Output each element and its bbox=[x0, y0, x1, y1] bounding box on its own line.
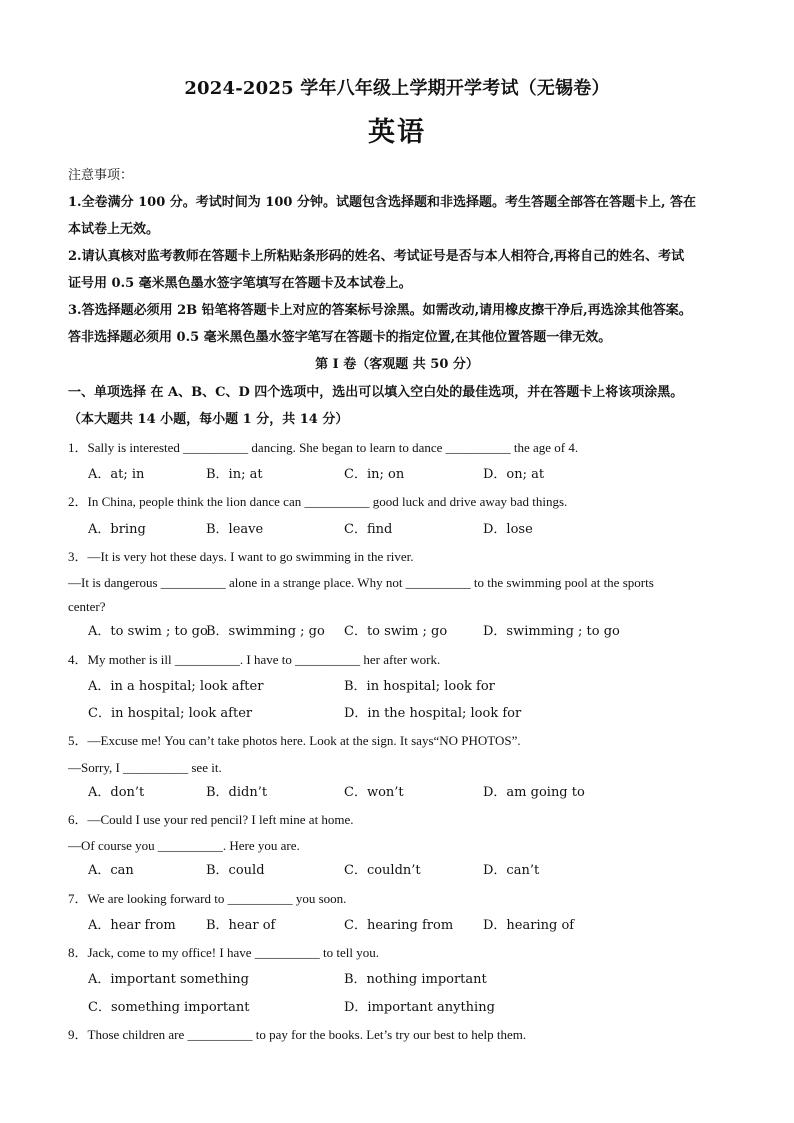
question-6-option-d[interactable]: D．can’t bbox=[483, 863, 540, 878]
question-9-stem: 9．Those children are __________ to pay for the books. Let’s try our best to help them. bbox=[68, 1027, 527, 1042]
question-1-stem: 1．Sally is interested __________ dancing. She began to learn to dance __________ the age of 4. bbox=[68, 440, 579, 455]
section-instruction: 一、单项选择 在 A、B、C、D 四个选项中，选出可以填入空白处的最佳选项，并在答题卡上将该项涂黑。 bbox=[68, 385, 684, 400]
question-8-option-d[interactable]: D．important anything bbox=[344, 1000, 495, 1015]
question-6-option-a[interactable]: A．can bbox=[88, 863, 134, 878]
question-4-option-b[interactable]: B．in hospital; look for bbox=[344, 679, 495, 694]
question-5-stem-2: —Sorry, I __________ see it. bbox=[68, 760, 222, 775]
question-2-option-d[interactable]: D．lose bbox=[483, 522, 533, 537]
question-6-option-c[interactable]: C．couldn’t bbox=[344, 863, 421, 878]
question-4-stem: 4．My mother is ill __________. I have to __________ her after work. bbox=[68, 652, 441, 667]
question-6-stem: 6．—Could I use your red pencil? I left mine at home. bbox=[68, 812, 354, 827]
question-7-option-d[interactable]: D．hearing of bbox=[483, 918, 575, 933]
question-8-option-c[interactable]: C．something important bbox=[88, 1000, 250, 1015]
question-3-stem-3: center? bbox=[68, 599, 106, 614]
question-6-stem-2: —Of course you __________. Here you are. bbox=[68, 838, 300, 853]
question-3-stem: 3．—It is very hot these days. I want to go swimming in the river. bbox=[68, 549, 414, 564]
question-6-option-b[interactable]: B．could bbox=[206, 863, 265, 878]
question-1-option-a[interactable]: A．at; in bbox=[88, 467, 145, 482]
note-line-2: 本试卷上无效。 bbox=[68, 222, 160, 237]
question-4-option-c[interactable]: C．in hospital; look after bbox=[88, 706, 253, 721]
section-instruction-count: （本大题共 14 小题，每小题 1 分，共 14 分） bbox=[68, 412, 349, 427]
question-1-option-d[interactable]: D．on; at bbox=[483, 467, 545, 482]
subject-title: 英语 bbox=[368, 117, 426, 148]
question-1-option-c[interactable]: C．in; on bbox=[344, 467, 405, 482]
question-7-option-c[interactable]: C．hearing from bbox=[344, 918, 454, 933]
note-line-5: 3.答选择题必须用 2B 铅笔将答题卡上对应的答案标号涂黑。如需改动,请用橡皮擦干净后,再选涂其他答案。 bbox=[68, 303, 692, 318]
question-2-option-b[interactable]: B．leave bbox=[206, 522, 264, 537]
question-3-stem-2: —It is dangerous __________ alone in a strange place. Why not __________ to the swimming pool at the sports bbox=[68, 575, 654, 590]
question-7-option-b[interactable]: B．hear of bbox=[206, 918, 276, 933]
question-4-option-d[interactable]: D．in the hospital; look for bbox=[344, 706, 522, 721]
question-5-option-d[interactable]: D．am going to bbox=[483, 785, 585, 800]
question-8-option-b[interactable]: B．nothing important bbox=[344, 972, 487, 987]
question-8-option-a[interactable]: A．important something bbox=[88, 972, 249, 987]
question-3-option-c[interactable]: C．to swim ; go bbox=[344, 624, 448, 639]
note-line-1: 1.全卷满分 100 分。考试时间为 100 分钟。试题包含选择题和非选择题。考生答题全部答在答题卡上, 答在 bbox=[68, 195, 696, 210]
question-5-option-b[interactable]: B．didn’t bbox=[206, 785, 268, 800]
volume-heading: 第 I 卷（客观题 共 50 分） bbox=[315, 357, 479, 372]
question-2-option-c[interactable]: C．find bbox=[344, 522, 393, 537]
question-7-stem: 7．We are looking forward to __________ you soon. bbox=[68, 891, 347, 906]
notes-heading: 注意事项： bbox=[68, 168, 134, 183]
question-2-option-a[interactable]: A．bring bbox=[88, 522, 146, 537]
question-5-option-c[interactable]: C．won’t bbox=[344, 785, 404, 800]
question-4-option-a[interactable]: A．in a hospital; look after bbox=[88, 679, 264, 694]
question-3-option-b[interactable]: B．swimming ; go bbox=[206, 624, 325, 639]
note-line-6: 答非选择题必须用 0.5 毫米黑色墨水签字笔写在答题卡的指定位置,在其他位置答题一律无效。 bbox=[68, 330, 612, 345]
question-8-stem: 8．Jack, come to my office! I have __________ to tell you. bbox=[68, 945, 379, 960]
question-1-option-b[interactable]: B．in; at bbox=[206, 467, 263, 482]
exam-title: 2024-2025 学年八年级上学期开学考试（无锡卷） bbox=[184, 78, 610, 99]
question-5-stem: 5．—Excuse me! You can’t take photos here. Look at the sign. It says“NO PHOTOS”. bbox=[68, 733, 521, 748]
note-line-4: 证号用 0.5 毫米黑色墨水签字笔填写在答题卡及本试卷上。 bbox=[68, 276, 412, 291]
question-3-option-d[interactable]: D．swimming ; to go bbox=[483, 624, 620, 639]
note-line-3: 2.请认真核对监考教师在答题卡上所粘贴条形码的姓名、考试证号是否与本人相符合,再将自己的姓名、考试 bbox=[68, 249, 685, 264]
question-2-stem: 2．In China, people think the lion dance can __________ good luck and drive away bad things. bbox=[68, 494, 568, 509]
question-3-option-a[interactable]: A．to swim ; to go bbox=[88, 624, 208, 639]
question-5-option-a[interactable]: A．don’t bbox=[88, 785, 145, 800]
question-7-option-a[interactable]: A．hear from bbox=[88, 918, 176, 933]
